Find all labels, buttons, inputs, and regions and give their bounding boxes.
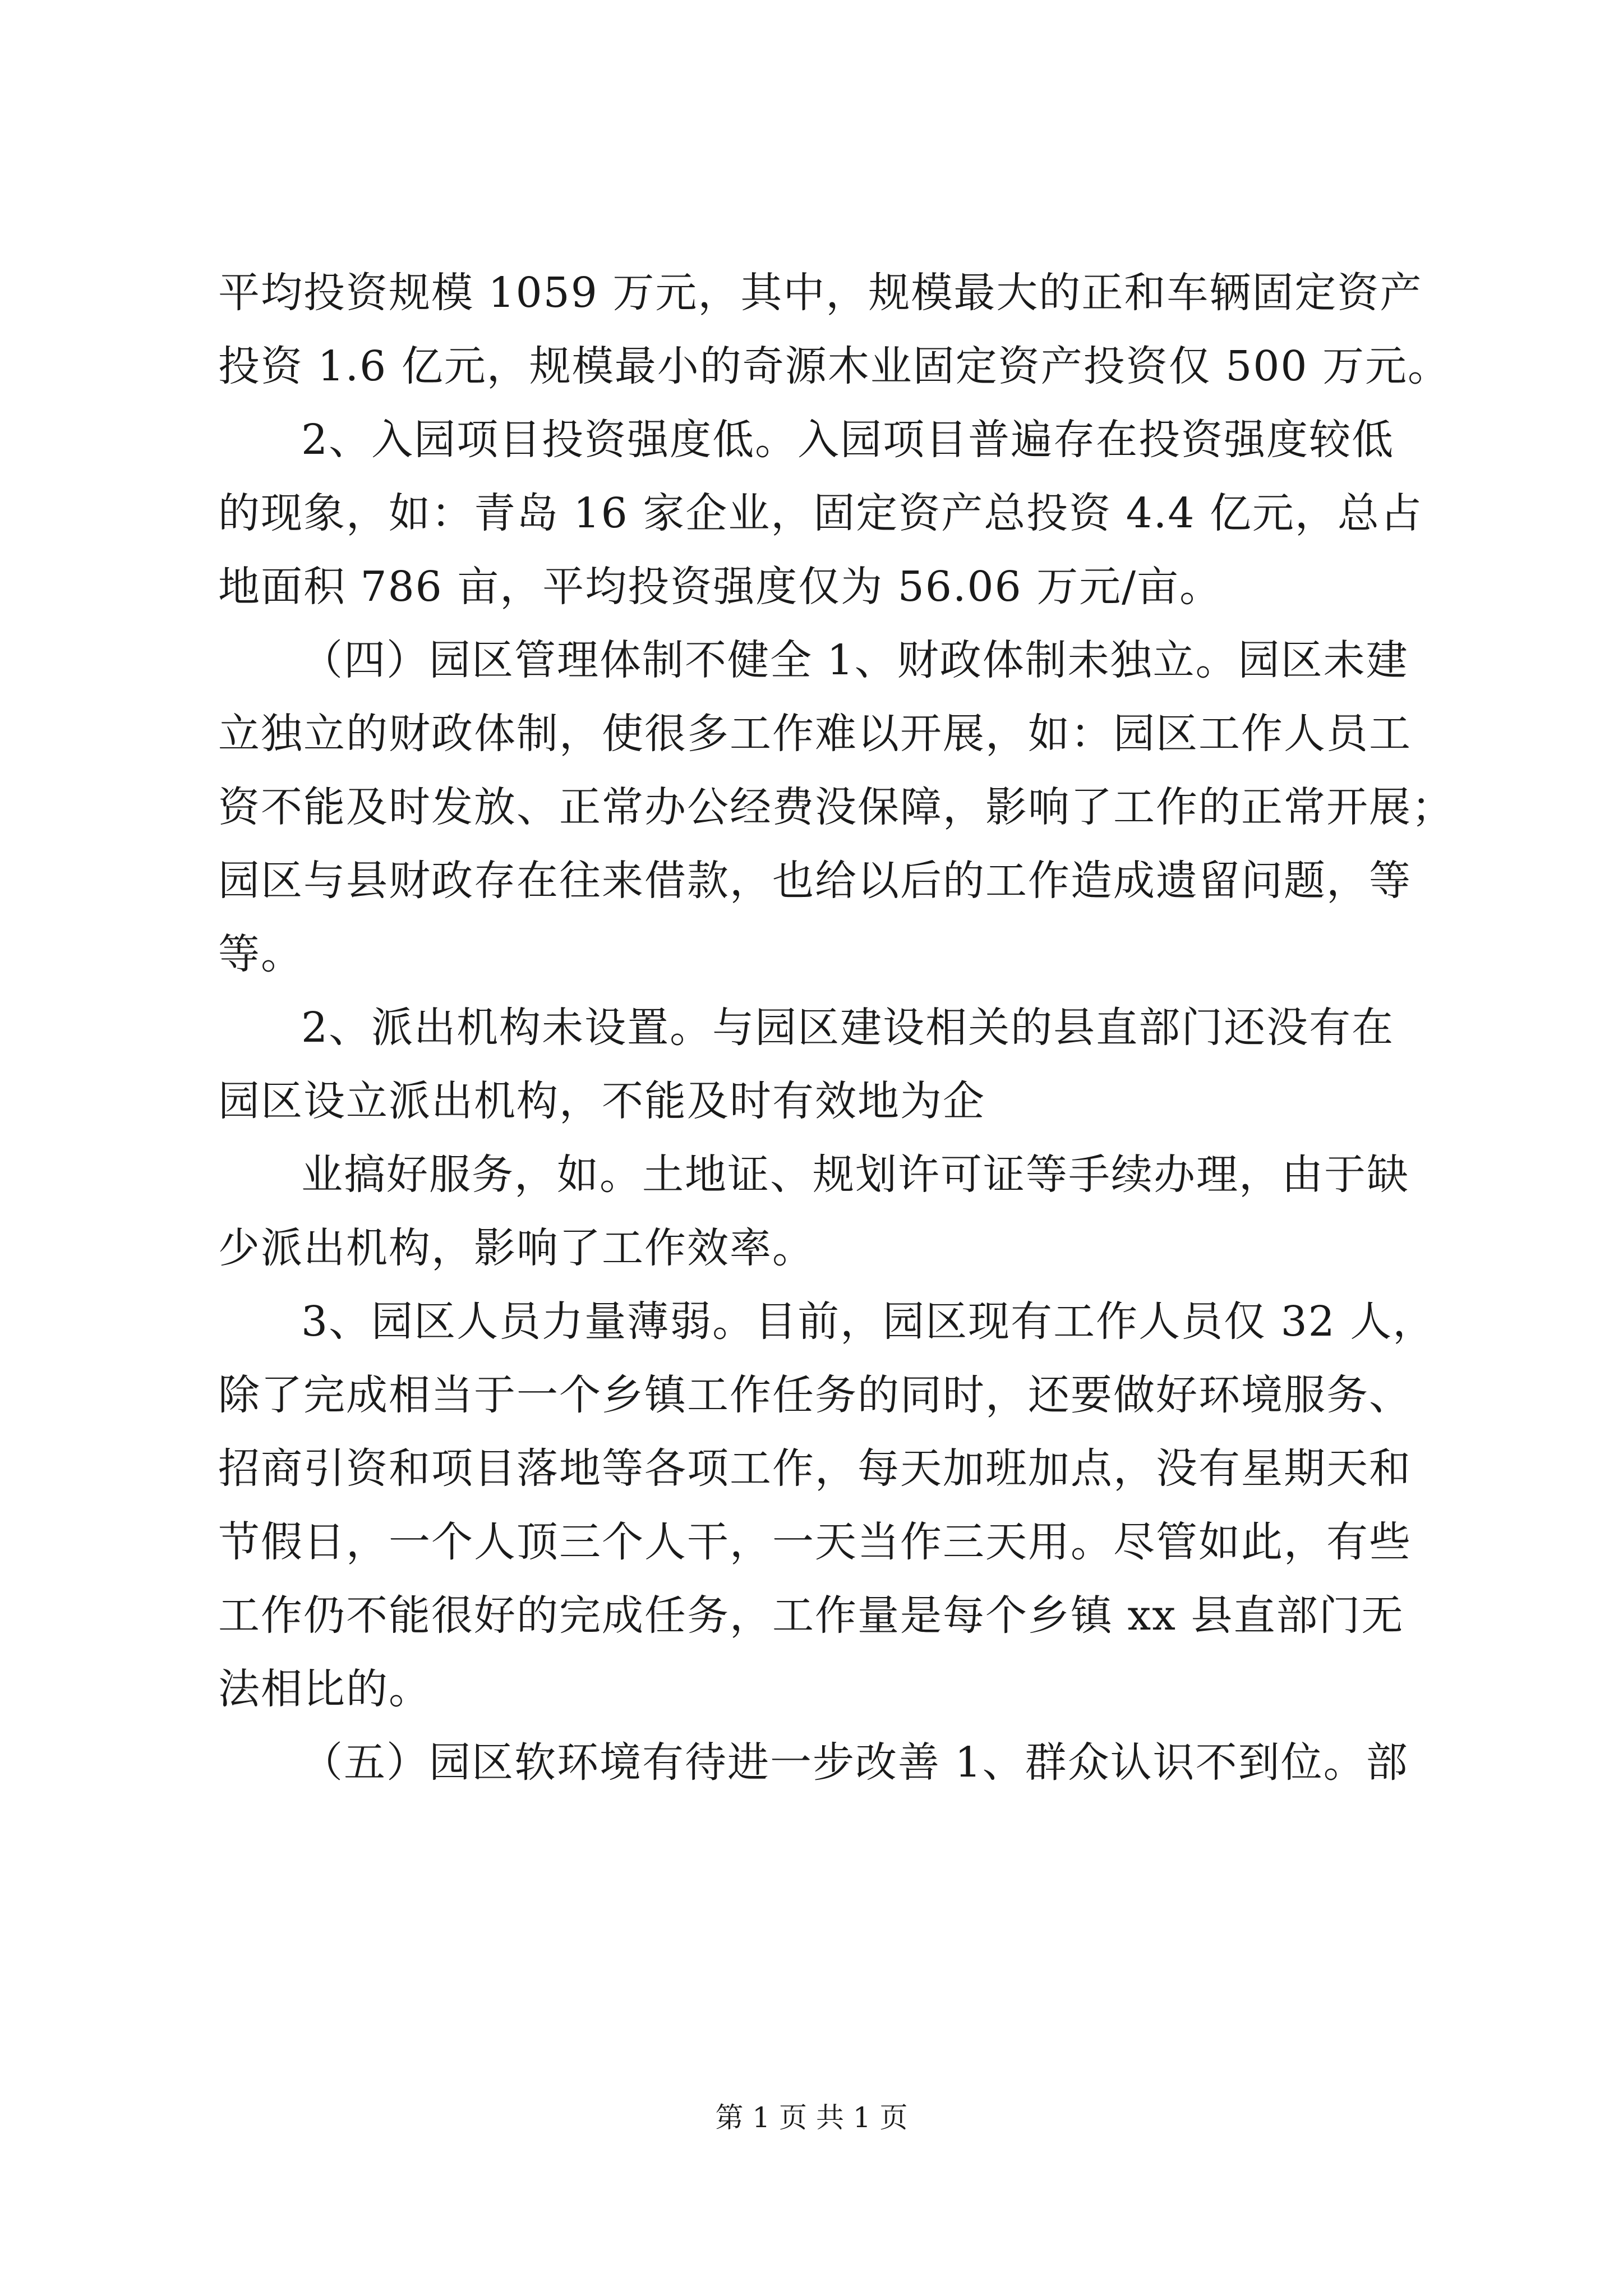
text-line: 园区设立派出机构，不能及时有效地为企 bbox=[218, 1077, 985, 1125]
text-line: 招商引资和项目落地等各项工作，每天加班加点，没有星期天和 bbox=[218, 1444, 1412, 1493]
text-line: 2、派出机构未设置。与园区建设相关的县直部门还没有在 bbox=[301, 1004, 1395, 1052]
text-line: 工作仍不能很好的完成任务，工作量是每个乡镇 xx 县直部门无 bbox=[218, 1591, 1404, 1640]
text-line: 除了完成相当于一个乡镇工作任务的同时，还要做好环境服务、 bbox=[218, 1371, 1412, 1419]
text-line: （四）园区管理体制不健全 1、财政体制未独立。园区未建 bbox=[301, 636, 1409, 684]
text-line: 等。 bbox=[218, 930, 303, 978]
text-line: 节假日，一个人顶三个人干，一天当作三天用。尽管如此，有些 bbox=[218, 1518, 1412, 1566]
page-number-label: 第 1 页 共 1 页 bbox=[715, 2101, 908, 2134]
text-line: 资不能及时发放、正常办公经费没保障，影响了工作的正常开展； bbox=[218, 783, 1454, 831]
text-line: 地面积 786 亩，平均投资强度仅为 56.06 万元/亩。 bbox=[218, 563, 1223, 611]
text-line: 园区与县财政存在往来借款，也给以后的工作造成遗留问题，等 bbox=[218, 857, 1412, 905]
document-body bbox=[218, 256, 1454, 1800]
text-line: 业搞好服务，如。土地证、规划许可证等手续办理，由于缺 bbox=[301, 1151, 1409, 1199]
page-footer bbox=[0, 2098, 1623, 2137]
text-line: 少派出机构，影响了工作效率。 bbox=[218, 1224, 815, 1272]
text-line: 平均投资规模 1059 万元，其中，规模最大的正和车辆固定资产 bbox=[218, 269, 1423, 317]
text-line: 3、园区人员力量薄弱。目前，园区现有工作人员仅 32 人， bbox=[301, 1297, 1436, 1346]
text-line: 的现象，如：青岛 16 家企业，固定资产总投资 4.4 亿元，总占 bbox=[218, 489, 1423, 537]
text-line: （五）园区软环境有待进一步改善 1、群众认识不到位。部 bbox=[301, 1738, 1409, 1787]
text-line: 法相比的。 bbox=[218, 1665, 431, 1713]
text-line: 立独立的财政体制，使很多工作难以开展，如：园区工作人员工 bbox=[218, 710, 1412, 758]
text-line: 投资 1.6 亿元，规模最小的奇源木业固定资产投资仅 500 万元。 bbox=[218, 342, 1451, 390]
text-line: 2、入园项目投资强度低。入园项目普遍存在投资强度较低 bbox=[301, 416, 1395, 464]
